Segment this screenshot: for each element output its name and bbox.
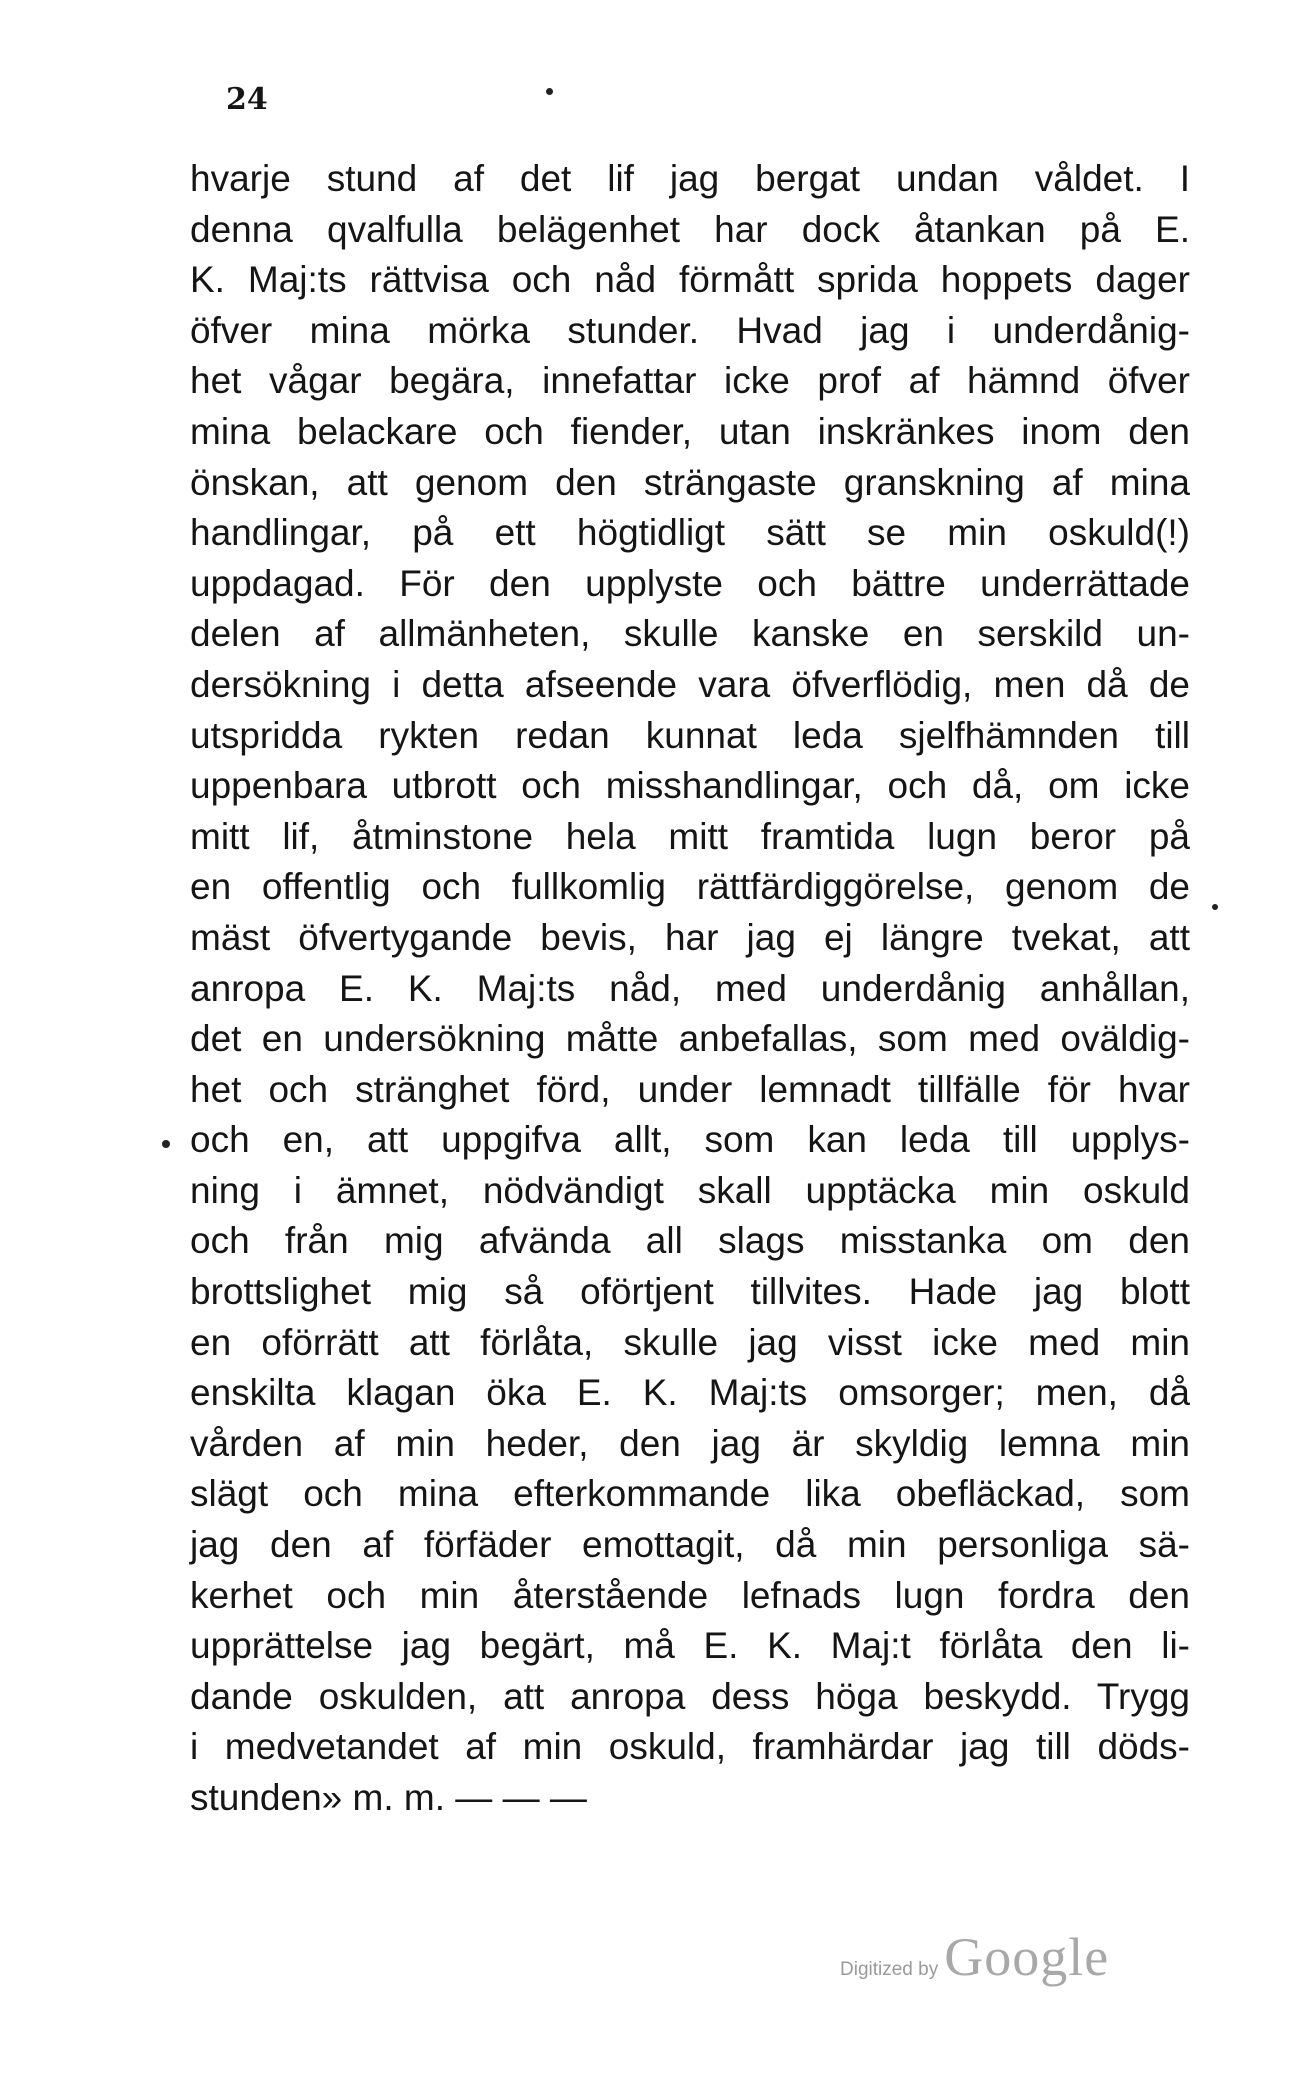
text-line (190, 1065, 1190, 1116)
text-line (190, 1014, 1190, 1065)
text-line (190, 306, 1190, 357)
text-line (190, 1419, 1190, 1470)
text-line (190, 711, 1190, 762)
text-line (190, 1722, 1190, 1773)
text-line (190, 1368, 1190, 1419)
text-line (190, 154, 1190, 205)
text-line (190, 1672, 1190, 1723)
text-line (190, 1318, 1190, 1369)
text-line (190, 964, 1190, 1015)
digitized-by-label: Digitized by (840, 1959, 939, 1980)
text-line-content: het vågar begära, innefattar icke prof af hämnd öfver (190, 360, 1190, 402)
text-line-content: het och stränghet förd, under lemnadt tillfälle för hvar (190, 1068, 1190, 1110)
margin-speck (1212, 904, 1218, 910)
text-line (190, 559, 1190, 610)
text-line-content: upprättelse jag begärt, må E. K. Maj:t förlåta den li- (190, 1625, 1190, 1667)
body-text (190, 154, 1190, 1824)
text-line (190, 761, 1190, 812)
text-line-content: utspridda rykten redan kunnat leda sjelfhämnden till (190, 714, 1190, 756)
text-line-content: vården af min heder, den jag är skyldig lemna min (190, 1422, 1190, 1464)
page-number: 24 (226, 82, 268, 117)
text-line-content: handlingar, på ett högtidligt sätt se min oskuld(!) (190, 512, 1190, 554)
digitization-footer (840, 1926, 1109, 1996)
text-line-content: öfver mina mörka stunder. Hvad jag i underdånig- (190, 309, 1190, 351)
text-line-content: dande oskulden, att anropa dess höga beskydd. Trygg (190, 1675, 1190, 1717)
text-line (190, 255, 1190, 306)
text-line-content: det en undersökning måtte anbefallas, som med oväldig- (190, 1018, 1190, 1060)
text-line-content: i medvetandet af min oskuld, framhärdar jag till döds- (190, 1726, 1190, 1768)
text-line (190, 1520, 1190, 1571)
text-line-content: brottslighet mig så oförtjent tillvites. Hade jag blott (190, 1271, 1190, 1313)
text-line-content: mina belackare och fiender, utan inskränkes inom den (190, 410, 1190, 452)
text-line (190, 1571, 1190, 1622)
text-line-content: ning i ämnet, nödvändigt skall upptäcka min oskuld (190, 1169, 1190, 1211)
text-line-content: uppdagad. För den upplyste och bättre underrättade (190, 562, 1190, 604)
text-line-content: jag den af förfäder emottagit, då min personliga sä- (190, 1524, 1190, 1566)
text-line-content: enskilta klagan öka E. K. Maj:ts omsorger; men, då (190, 1372, 1190, 1414)
text-line (190, 1166, 1190, 1217)
text-line (190, 862, 1190, 913)
text-line (190, 1621, 1190, 1672)
text-line-content: en offentlig och fullkomlig rättfärdiggörelse, genom de (190, 866, 1190, 908)
text-line-content: stunden» m. m. — — — (190, 1777, 587, 1818)
text-line-content: önskan, att genom den strängaste granskning af mina (190, 461, 1190, 503)
margin-speck (162, 1140, 170, 1148)
text-line-content: K. Maj:ts rättvisa och nåd förmått sprida hoppets dager (190, 259, 1190, 301)
text-line-content: en oförrätt att förlåta, skulle jag visst icke med min (190, 1321, 1190, 1363)
margin-speck (546, 88, 553, 95)
text-line-content: och en, att uppgifva allt, som kan leda till upplys- (190, 1119, 1190, 1161)
text-line (190, 508, 1190, 559)
text-line (190, 1469, 1190, 1520)
text-line (190, 356, 1190, 407)
text-line-content: mäst öfvertygande bevis, har jag ej längre tvekat, att (190, 916, 1190, 958)
google-logo: Google (944, 1927, 1110, 1987)
text-line-content: hvarje stund af det lif jag bergat undan våldet. I (190, 158, 1190, 199)
text-line (190, 812, 1190, 863)
text-line-content: slägt och mina efterkommande lika obefläckad, som (190, 1473, 1190, 1515)
text-line-content: uppenbara utbrott och misshandlingar, och då, om icke (190, 765, 1190, 807)
text-line-content: denna qvalfulla belägenhet har dock åtankan på E. (190, 208, 1190, 250)
text-line (190, 609, 1190, 660)
text-line (190, 1216, 1190, 1267)
text-line-content: kerhet och min återstående lefnads lugn fordra den (190, 1574, 1190, 1616)
text-line-content: mitt lif, åtminstone hela mitt framtida lugn beror på (190, 815, 1190, 857)
text-line-content: anropa E. K. Maj:ts nåd, med underdånig anhållan, (190, 967, 1190, 1009)
text-line (190, 205, 1190, 256)
text-line (190, 1773, 1190, 1824)
text-line (190, 913, 1190, 964)
text-line (190, 458, 1190, 509)
text-line-content: dersökning i detta afseende vara öfverflödig, men då de (190, 663, 1190, 705)
text-line (190, 660, 1190, 711)
text-line (190, 1115, 1190, 1166)
text-line (190, 1267, 1190, 1318)
text-line-content: delen af allmänheten, skulle kanske en serskild un- (190, 613, 1190, 655)
text-line-content: och från mig afvända all slags misstanka om den (190, 1220, 1190, 1262)
text-line (190, 407, 1190, 458)
